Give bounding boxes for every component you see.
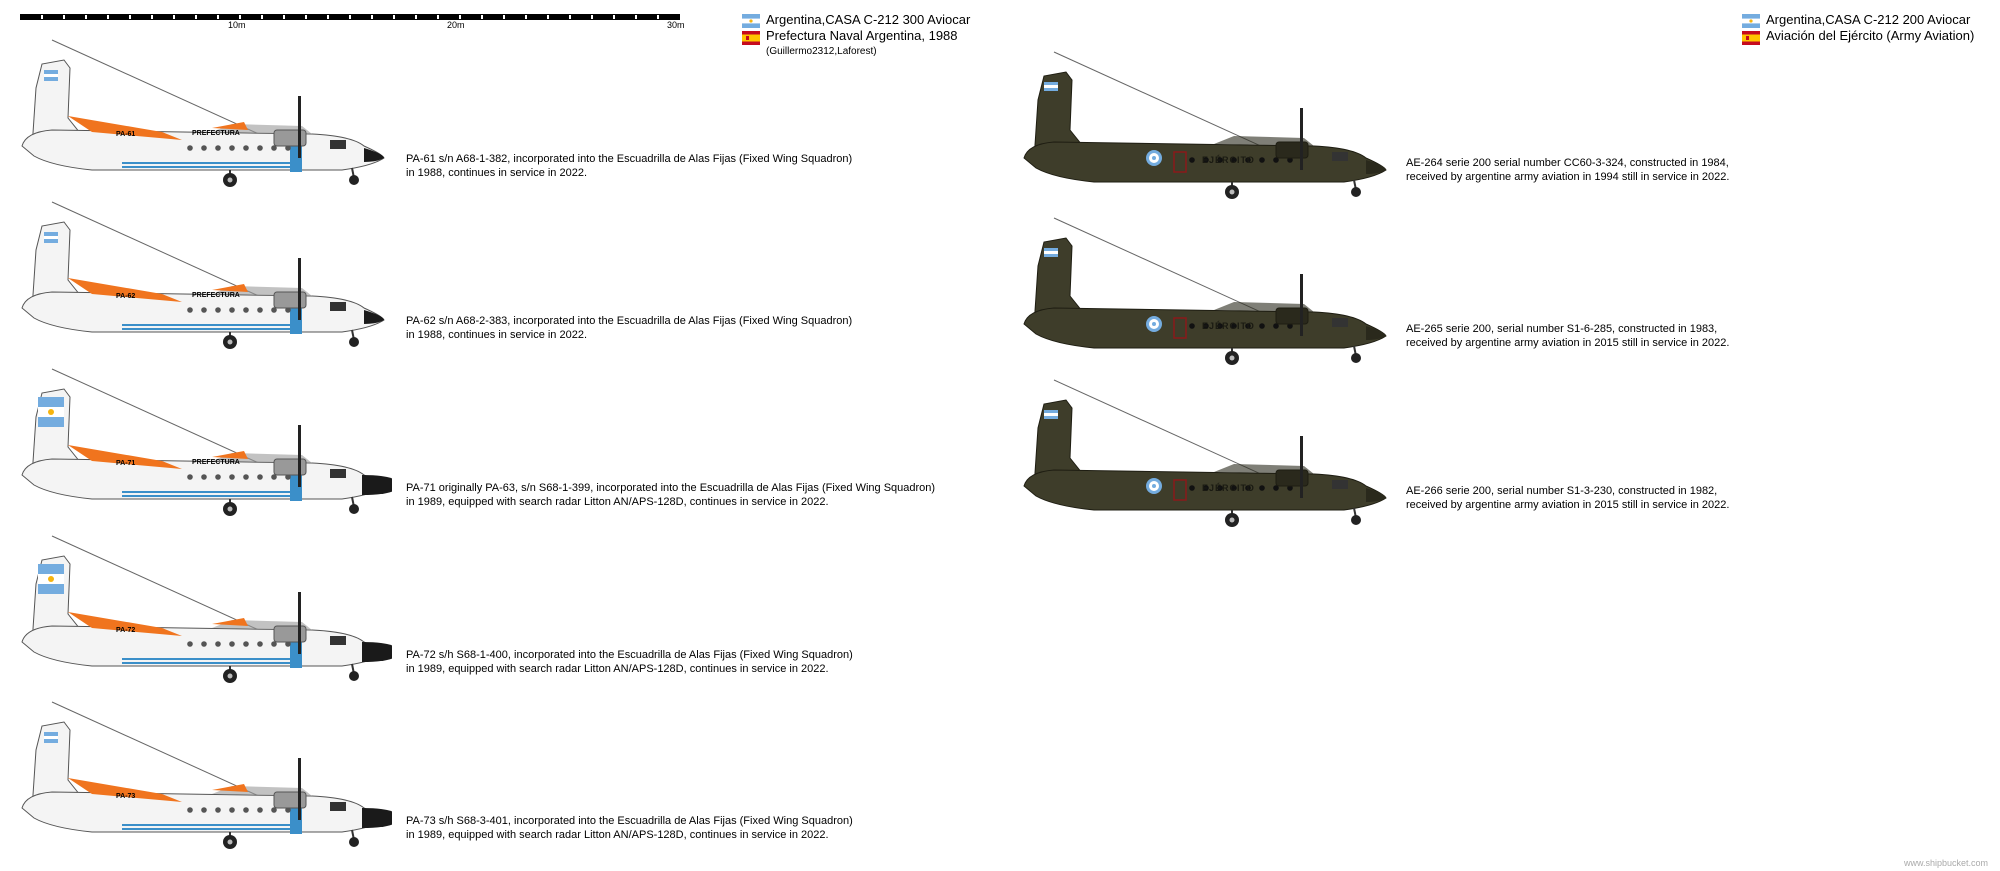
aircraft-profile [1014, 206, 1394, 366]
aircraft-caption-line1: PA-73 s/h S68-3-401, incorporated into the Escuadrilla de Alas Fijas (Fixed Wing Squadron) [406, 815, 853, 827]
aircraft-caption-line2: in 1989, equipped with search radar Litton AN/APS-128D, continues in service in 2022. [406, 829, 829, 841]
aircraft-caption [406, 314, 852, 342]
spain-flag-icon [1742, 31, 1760, 45]
aircraft-caption [1406, 156, 1729, 184]
aircraft-profile [1014, 40, 1394, 200]
aircraft-code-label: PA-61 [116, 131, 136, 138]
aircraft-caption [1406, 322, 1729, 350]
aircraft-caption-line2: in 1988, continues in service in 2022. [406, 329, 588, 341]
aircraft-caption-line2: received by argentine army aviation in 2015 still in service in 2022. [1406, 499, 1730, 511]
aircraft-profile [12, 190, 392, 350]
right-header [1766, 12, 1974, 44]
argentina-flag-icon [742, 14, 760, 28]
aircraft-caption-line1: AE-264 serie 200 serial number CC60-3-324, constructed in 1984, [1406, 157, 1729, 169]
aircraft-profile [1014, 368, 1394, 528]
aircraft-profile [12, 28, 392, 188]
aircraft-code-label: PA-72 [116, 627, 136, 634]
aircraft-caption [1406, 484, 1729, 512]
fuselage-lettering: PREFECTURA [192, 292, 240, 299]
fuselage-lettering: EJÉRCITO [1202, 155, 1255, 165]
aircraft-code-label: PA-62 [116, 293, 136, 300]
aircraft-caption-line1: PA-62 s/n A68-2-383, incorporated into the Escuadrilla de Alas Fijas (Fixed Wing Squadron) [406, 315, 853, 327]
aircraft-caption-line2: in 1989, equipped with search radar Litton AN/APS-128D, continues in service in 2022. [406, 496, 829, 508]
argentina-flag-icon [1742, 14, 1760, 28]
aircraft-caption-line1: PA-72 s/h S68-1-400, incorporated into the Escuadrilla de Alas Fijas (Fixed Wing Squadron) [406, 649, 853, 661]
spain-flag-icon [742, 31, 760, 45]
fuselage-lettering: EJÉRCITO [1202, 483, 1255, 493]
left-header-line1: Argentina,CASA C-212 300 Aviocar [766, 12, 971, 27]
aircraft-caption-line1: AE-266 serie 200, serial number S1-3-230, constructed in 1982, [1406, 485, 1718, 497]
aircraft-caption [406, 152, 852, 180]
aircraft-caption-line1: AE-265 serie 200, serial number S1-6-285, constructed in 1983, [1406, 323, 1718, 335]
aircraft-caption [406, 648, 853, 676]
aircraft-profile [12, 524, 392, 684]
scale-bar [20, 14, 680, 20]
aircraft-caption [406, 481, 935, 509]
aircraft-caption-line2: in 1989, equipped with search radar Litton AN/APS-128D, continues in service in 2022. [406, 663, 829, 675]
aircraft-profile [12, 690, 392, 850]
right-header-line1: Argentina,CASA C-212 200 Aviocar [1766, 12, 1971, 27]
aircraft-caption-line2: in 1988, continues in service in 2022. [406, 167, 588, 179]
aircraft-caption-line2: received by argentine army aviation in 2015 still in service in 2022. [1406, 337, 1730, 349]
aircraft-code-label: PA-73 [116, 793, 136, 800]
left-header [766, 12, 970, 60]
footer-watermark: www.shipbucket.com [1903, 858, 1988, 868]
right-header-line2: Aviación del Ejército (Army Aviation) [1766, 28, 1975, 43]
fuselage-lettering: EJÉRCITO [1202, 321, 1255, 331]
scale-label-20m: 20m [447, 20, 465, 30]
left-header-credit: (Guillermo2312,Laforest) [766, 46, 877, 57]
left-header-line2: Prefectura Naval Argentina, 1988 [766, 28, 958, 43]
aircraft-caption [406, 814, 853, 842]
fuselage-lettering: PREFECTURA [192, 130, 240, 137]
aircraft-code-label: PA-71 [116, 460, 136, 467]
fuselage-lettering: PREFECTURA [192, 459, 240, 466]
aircraft-caption-line2: received by argentine army aviation in 1994 still in service in 2022. [1406, 171, 1730, 183]
aircraft-caption-line1: PA-71 originally PA-63, s/n S68-1-399, incorporated into the Escuadrilla de Alas Fijas (Fixed Wing Squadron) [406, 482, 936, 494]
aircraft-caption-line1: PA-61 s/n A68-1-382, incorporated into the Escuadrilla de Alas Fijas (Fixed Wing Squadron) [406, 153, 853, 165]
aircraft-profile [12, 357, 392, 517]
scale-label-10m: 10m [228, 20, 246, 30]
scale-label-30m: 30m [667, 20, 685, 30]
